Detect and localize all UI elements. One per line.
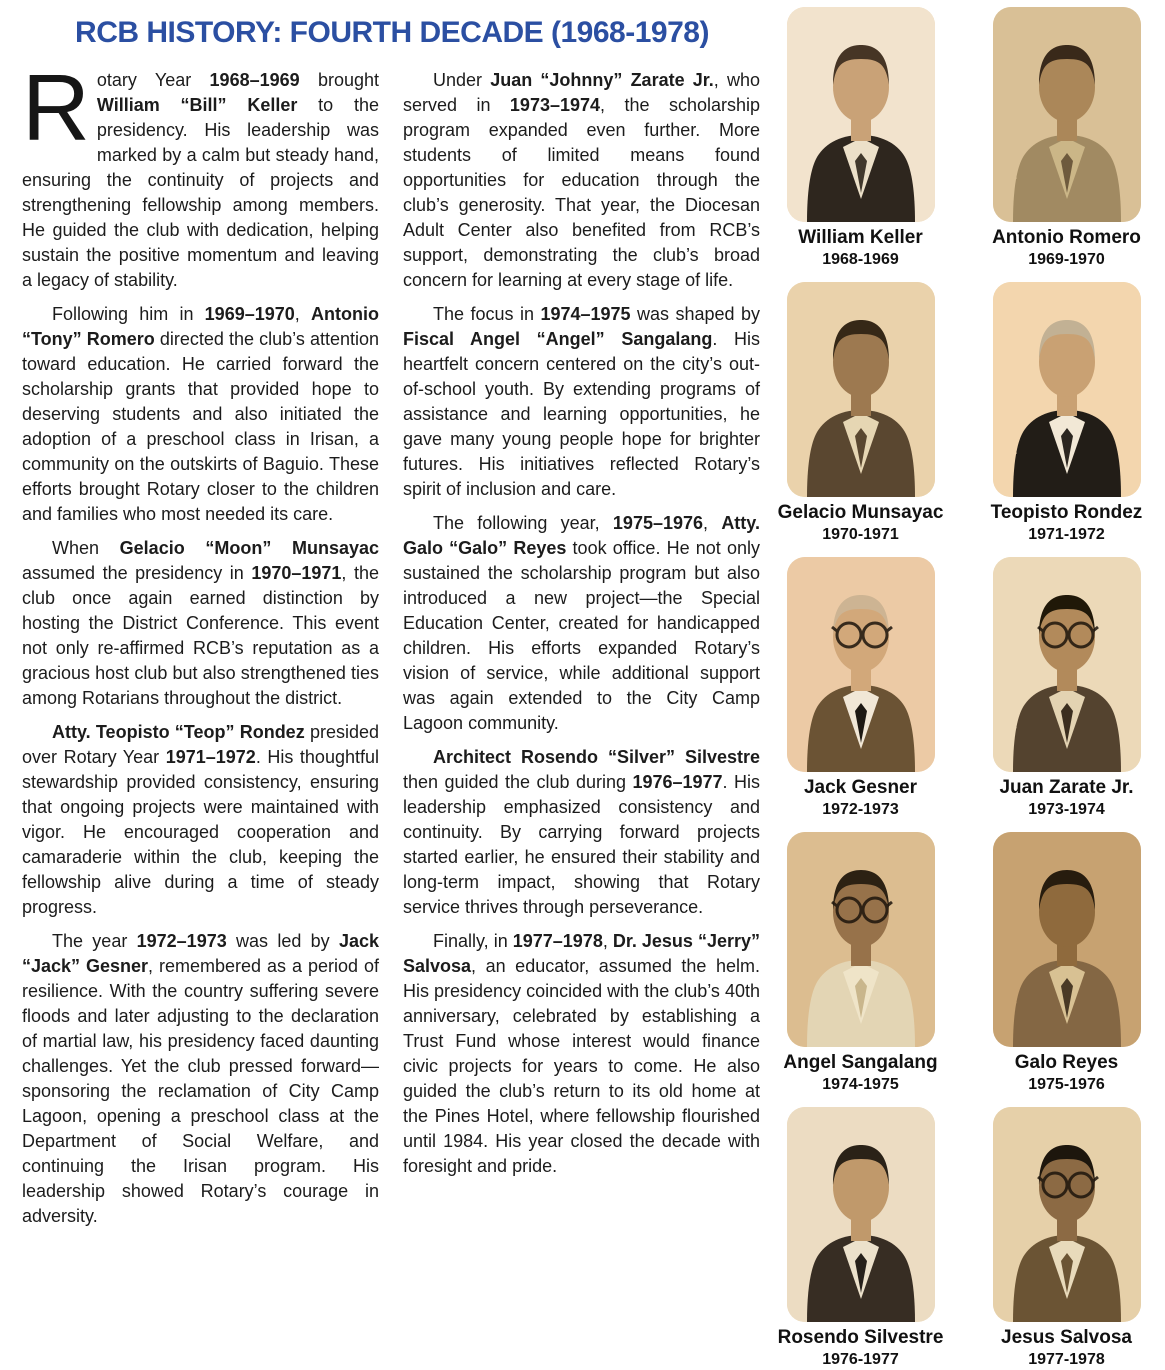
- bold-text-segment: 1972–1973: [136, 931, 227, 951]
- paragraph: [403, 68, 760, 293]
- paragraph: [403, 745, 760, 920]
- text-segment: assumed the presidency in: [22, 563, 252, 583]
- president-name: Antonio Romero: [992, 227, 1141, 248]
- photo-caption: [766, 777, 956, 820]
- paragraph: [22, 302, 379, 527]
- bold-text-segment: Jack “Jack” Gesner: [22, 931, 379, 976]
- photo-caption: [972, 1327, 1162, 1370]
- text-segment: , the scholarship program expanded even further. More students of limited means found opportunities for education through the club’s generosity. That year, the Diocesan Adult Center also benefited from RCB’s support, demonstrating the club’s broad concern for learning at every stage of life.: [403, 95, 760, 290]
- text-segment: , an educator, assumed the helm. His presidency coincided with the club’s 40th anniversary, celebrated by establishing a Trust Fund whose interest would finance civic projects for years to come. He also guided the club’s return to its old home at the Pines Hotel, where fellowship flourished until 1984. His year closed the decade with foresight and pride.: [403, 956, 760, 1176]
- text-segment: , who served in: [403, 70, 760, 115]
- text-segment: otary Year: [96, 70, 210, 90]
- president-name: Jack Gesner: [803, 777, 918, 798]
- president-photo-card: [766, 1107, 956, 1370]
- text-segment: The following year,: [433, 513, 613, 533]
- portrait-silhouette-icon: [993, 832, 1141, 1047]
- text-segment: Under: [433, 70, 491, 90]
- bold-text-segment: Fiscal Angel “Angel” Sangalang: [403, 329, 713, 349]
- president-years: 1974-1975: [822, 1076, 899, 1093]
- drop-cap-letter: R: [22, 55, 90, 160]
- text-segment: , remembered as a period of resilience. With the country suffering severe floods and later adjusting to the declaration of martial law, his presidency faced daunting challenges. Yet the club pressed forward—sponsoring the reclamation of City Camp Lagoon, opening a preschool class at the Department of Social Welfare, and continuing the Irisan program. His leadership showed Rotary’s courage in adversity.: [22, 956, 379, 1226]
- bold-text-segment: 1971–1972: [165, 747, 256, 767]
- bold-text-segment: Gelacio “Moon” Munsayac: [119, 538, 379, 558]
- text-segment: presided over Rotary Year: [22, 722, 379, 767]
- text-segment: then guided the club during: [403, 772, 633, 792]
- president-photo-card: [972, 282, 1162, 545]
- president-photo-card: [766, 282, 956, 545]
- paragraph: [22, 720, 379, 920]
- president-years: 1972-1973: [822, 801, 899, 818]
- text-segment: took office. He not only sustained the scholarship program but also introduced a new project—the Special Education Center, created for handicapped children. His efforts expanded Rotary’s vision of service, while additional support was again extended to the City Camp Lagoon community.: [403, 538, 760, 733]
- text-segment: was led by: [226, 931, 339, 951]
- bold-text-segment: Juan “Johnny” Zarate Jr.: [490, 70, 714, 90]
- text-segment: brought: [299, 70, 379, 90]
- bold-text-segment: 1974–1975: [540, 304, 631, 324]
- president-years: 1973-1974: [1028, 801, 1105, 818]
- bold-text-segment: William “Bill” Keller: [96, 95, 298, 115]
- president-years: 1976-1977: [822, 1351, 899, 1368]
- president-name: Teopisto Rondez: [990, 502, 1143, 523]
- photo-caption: [766, 1327, 956, 1370]
- portrait-silhouette-icon: [787, 1107, 935, 1322]
- president-photo-card: [972, 7, 1162, 270]
- president-years: 1975-1976: [1028, 1076, 1105, 1093]
- portrait-silhouette-icon: [993, 7, 1141, 222]
- president-years: 1969-1970: [1028, 251, 1105, 268]
- president-photo-card: [766, 832, 956, 1095]
- text-segment: The year: [52, 931, 137, 951]
- photo-caption: [766, 502, 956, 545]
- text-columns: [22, 55, 762, 1238]
- portrait-silhouette-icon: [993, 1107, 1141, 1322]
- paragraph: [22, 55, 379, 293]
- bold-text-segment: 1975–1976: [612, 513, 704, 533]
- bold-text-segment: 1976–1977: [632, 772, 723, 792]
- text-segment: directed the club’s attention toward education. He carried forward the scholarship grants that provided hope to deserving students and also initiated the adoption of a preschool class in Irisan, a community on the outskirts of Baguio. These efforts brought Rotary closer to the children and families who most needed its care.: [22, 329, 379, 524]
- text-segment: was shaped by: [630, 304, 760, 324]
- portrait-silhouette-icon: [787, 832, 935, 1047]
- text-column-2: [403, 68, 760, 1238]
- president-photo-card: [766, 557, 956, 820]
- portrait-silhouette-icon: [787, 282, 935, 497]
- photo-caption: [972, 502, 1162, 545]
- photo-caption: [972, 1052, 1162, 1095]
- text-segment: ,: [602, 931, 613, 951]
- president-years: 1971-1972: [1028, 526, 1105, 543]
- president-years: 1977-1978: [1028, 1351, 1105, 1368]
- text-segment: ,: [294, 304, 311, 324]
- text-segment: . His thoughtful stewardship provided consistency, ensuring that ongoing projects were maintained with vigor. He encouraged cooperation and camaraderie within the club, keeping the fellowship alive during a time of steady progress.: [22, 747, 379, 917]
- portrait-silhouette-icon: [787, 7, 935, 222]
- bold-text-segment: 1977–1978: [512, 931, 603, 951]
- page-title: RCB HISTORY: FOURTH DECADE (1968-1978): [75, 16, 709, 49]
- paragraph: [22, 536, 379, 711]
- president-name: Rosendo Silvestre: [777, 1327, 944, 1348]
- president-photo-card: [972, 557, 1162, 820]
- portrait-silhouette-icon: [787, 557, 935, 772]
- photo-caption: [972, 777, 1162, 820]
- text-column-1: [22, 55, 379, 1238]
- bold-text-segment: Atty. Teopisto “Teop” Rondez: [52, 722, 305, 742]
- presidents-photo-grid: [762, 0, 1165, 1370]
- bold-text-segment: 1970–1971: [251, 563, 342, 583]
- president-photo-card: [766, 7, 956, 270]
- text-segment: The focus in: [433, 304, 541, 324]
- text-segment: , the club once again earned distinction by hosting the District Conference. This event not only re-affirmed RCB’s reputation as a gracious host club but also strengthened ties among Rotarians throughout the district.: [22, 563, 379, 708]
- president-name: William Keller: [798, 227, 923, 248]
- paragraph: [403, 929, 760, 1179]
- bold-text-segment: 1969–1970: [204, 304, 295, 324]
- president-photo-card: [972, 1107, 1162, 1370]
- president-years: 1970-1971: [822, 526, 899, 543]
- president-name: Gelacio Munsayac: [777, 502, 944, 523]
- text-segment: . His heartfelt concern centered on the city’s out-of-school youth. By extending programs of assistance and learning opportunities, he gave many young people hope for brighter futures. His initiatives reflected Rotary’s spirit of inclusion and care.: [403, 329, 760, 499]
- bold-text-segment: Atty. Galo “Galo” Reyes: [403, 513, 760, 558]
- text-segment: Finally, in: [433, 931, 513, 951]
- paragraph: [22, 929, 379, 1229]
- bold-text-segment: Architect Rosendo “Silver” Silvestre: [433, 747, 760, 767]
- president-name: Juan Zarate Jr.: [999, 777, 1134, 798]
- photo-caption: [972, 227, 1162, 270]
- bold-text-segment: 1968–1969: [209, 70, 300, 90]
- photo-caption: [766, 1052, 956, 1095]
- portrait-silhouette-icon: [993, 557, 1141, 772]
- photo-caption: [766, 227, 956, 270]
- text-segment: ,: [703, 513, 722, 533]
- president-name: Angel Sangalang: [783, 1052, 938, 1073]
- president-photo-card: [972, 832, 1162, 1095]
- bold-text-segment: 1973–1974: [509, 95, 601, 115]
- paragraph: [403, 511, 760, 736]
- president-years: 1968-1969: [822, 251, 899, 268]
- bold-text-segment: Dr. Jesus “Jerry” Salvosa: [403, 931, 760, 976]
- president-name: Jesus Salvosa: [1001, 1327, 1132, 1348]
- text-segment: to the presidency. His leadership was marked by a calm but steady hand, ensuring the continuity of projects and strengthening fellowship among members. He guided the club with dedication, helping sustain the positive momentum and leaving a legacy of stability.: [22, 95, 379, 290]
- text-segment: When: [52, 538, 120, 558]
- paragraph: [403, 302, 760, 502]
- text-segment: Following him in: [52, 304, 205, 324]
- portrait-silhouette-icon: [993, 282, 1141, 497]
- text-segment: . His leadership emphasized consistency and continuity. By carrying forward projects started earlier, he ensured their stability and long-term impact, showing that Rotary service thrives through perseverance.: [403, 772, 760, 917]
- president-name: Galo Reyes: [1014, 1052, 1119, 1073]
- bold-text-segment: Antonio “Tony” Romero: [22, 304, 379, 349]
